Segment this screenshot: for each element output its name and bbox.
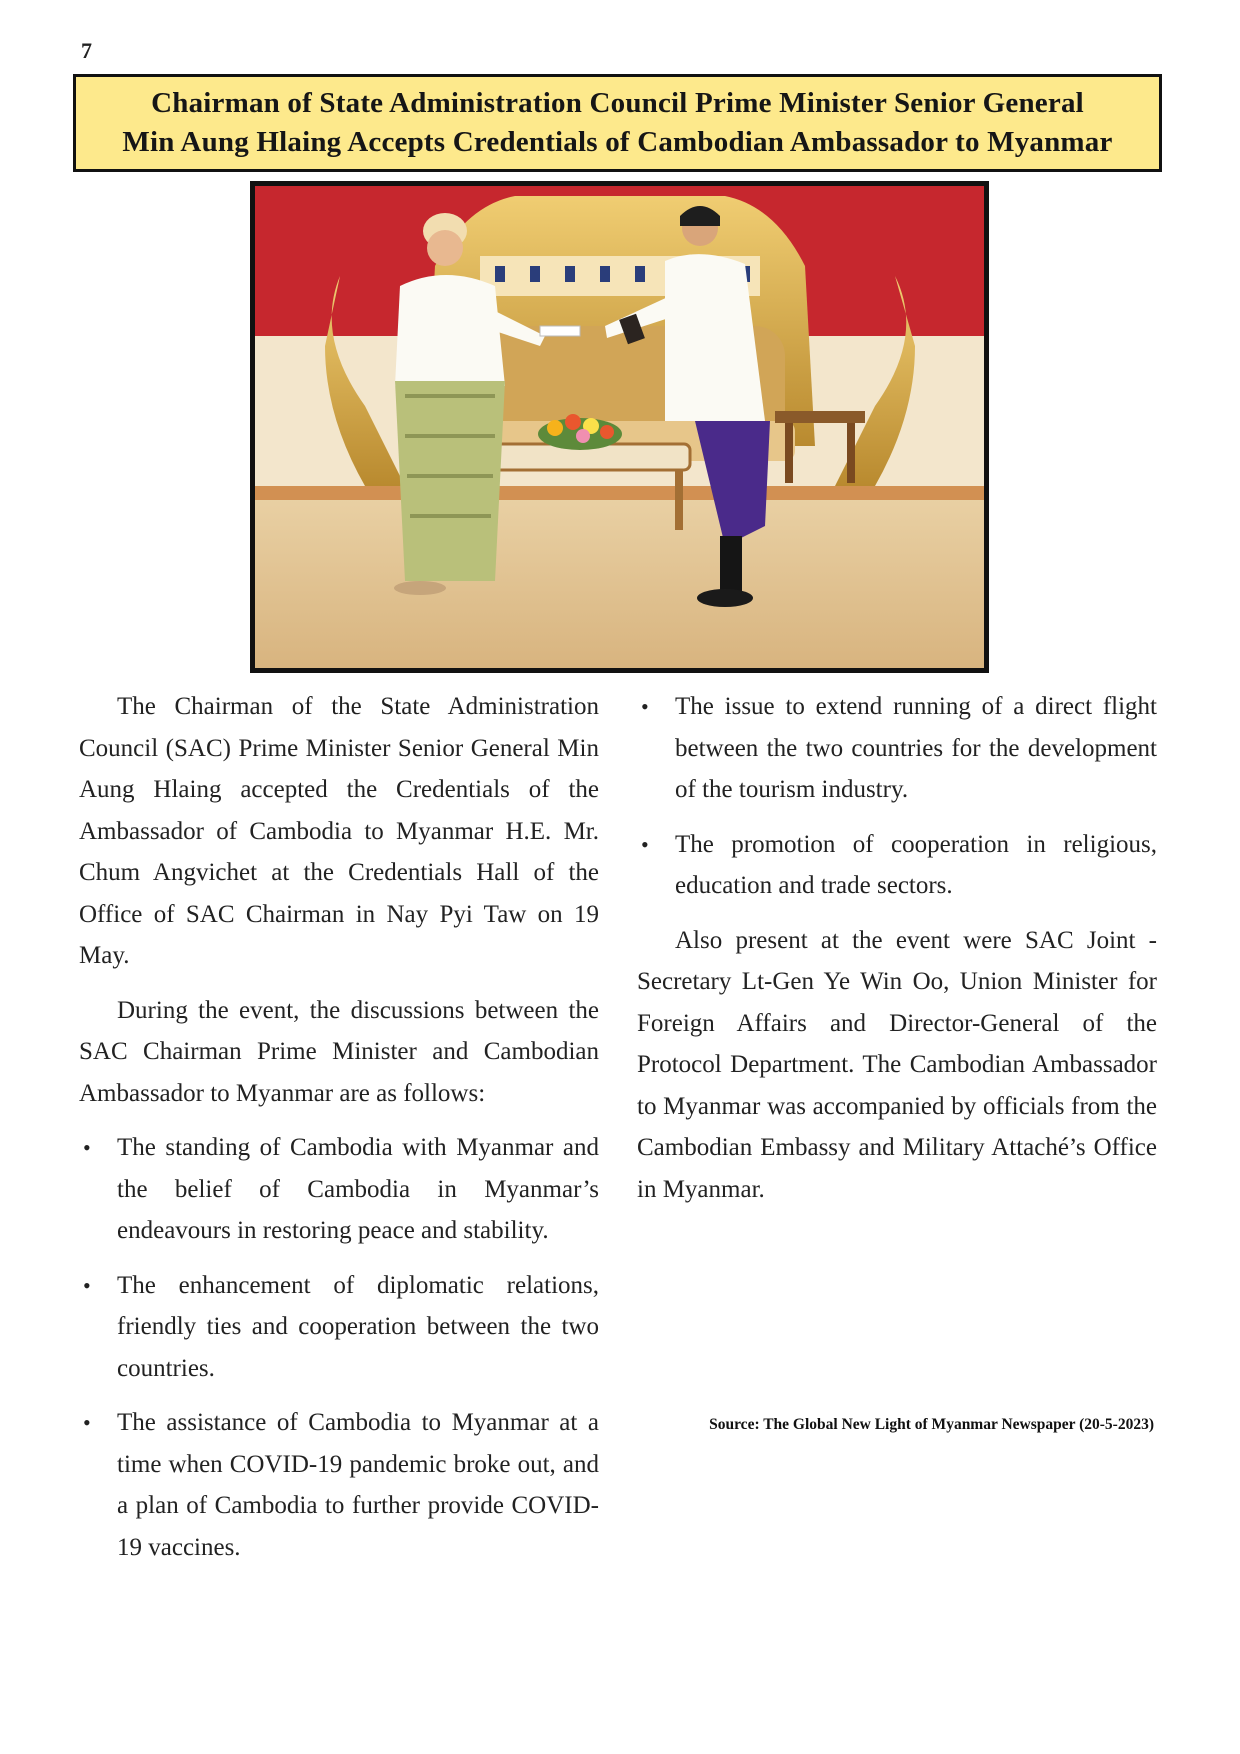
list-item: • The standing of Cambodia with Myanmar and the belief of Cambodia in Myanmar’s endeavours in restoring peace and stability.: [79, 1127, 599, 1252]
right-column: [637, 686, 1157, 1223]
bullet-icon: •: [83, 1410, 91, 1435]
left-column: [79, 686, 599, 1581]
headline: [122, 84, 1112, 162]
list-item: • The issue to extend running of a direct flight between the two countries for the development of the tourism industry.: [637, 686, 1157, 811]
attendees-paragraph: Also present at the event were SAC Joint -Secretary Lt-Gen Ye Win Oo, Union Minister for Foreign Affairs and Director-General of the Protocol Department. The Cambodian Ambassador to Myanmar was accompanied by officials from the Cambodian Embassy and Military Attaché’s Office in Myanmar.: [637, 926, 1157, 1203]
discussion-intro-paragraph: During the event, the discussions between the SAC Chairman Prime Minister and Cambodian Ambassador to Myanmar are as follows:: [79, 996, 599, 1107]
credentials-photo: [250, 181, 989, 673]
page-number: 7: [81, 38, 92, 63]
bullet-icon: •: [83, 1272, 91, 1298]
headline-line-2: Min Aung Hlaing Accepts Credentials of Cambodian Ambassador to Myanmar: [122, 126, 1113, 158]
bullet-icon: •: [641, 694, 649, 719]
source-credit: Source: The Global New Light of Myanmar Newspaper (20-5-2023): [709, 1416, 1154, 1433]
list-item: • The enhancement of diplomatic relations, friendly ties and cooperation between the two countries.: [79, 1265, 599, 1390]
headline-box: [73, 74, 1162, 172]
discussion-list-left: [79, 1127, 599, 1568]
discussion-list-right: [637, 686, 1157, 907]
headline-line-1: Chairman of State Administration Council Prime Minister Senior General: [151, 87, 1084, 119]
list-item: • The assistance of Cambodia to Myanmar at a time when COVID-19 pandemic broke out, and a plan of Cambodia to further provide COVID-19 vaccines.: [79, 1402, 599, 1568]
bullet-icon: •: [83, 1135, 91, 1160]
bullet-icon: •: [641, 831, 649, 857]
photo-illustration: [255, 186, 984, 668]
list-item: • The promotion of cooperation in religious, education and trade sectors.: [637, 824, 1157, 907]
intro-paragraph: The Chairman of the State Administration Council (SAC) Prime Minister Senior General Min Aung Hlaing accepted the Credentials of the Ambassador of Cambodia to Myanmar H.E. Mr. Chum Angvichet at the Credentials Hall of the Office of SAC Chairman in Nay Pyi Taw on 19 May.: [79, 693, 599, 969]
carpet: [255, 486, 984, 668]
credentials-envelope: [540, 326, 580, 336]
